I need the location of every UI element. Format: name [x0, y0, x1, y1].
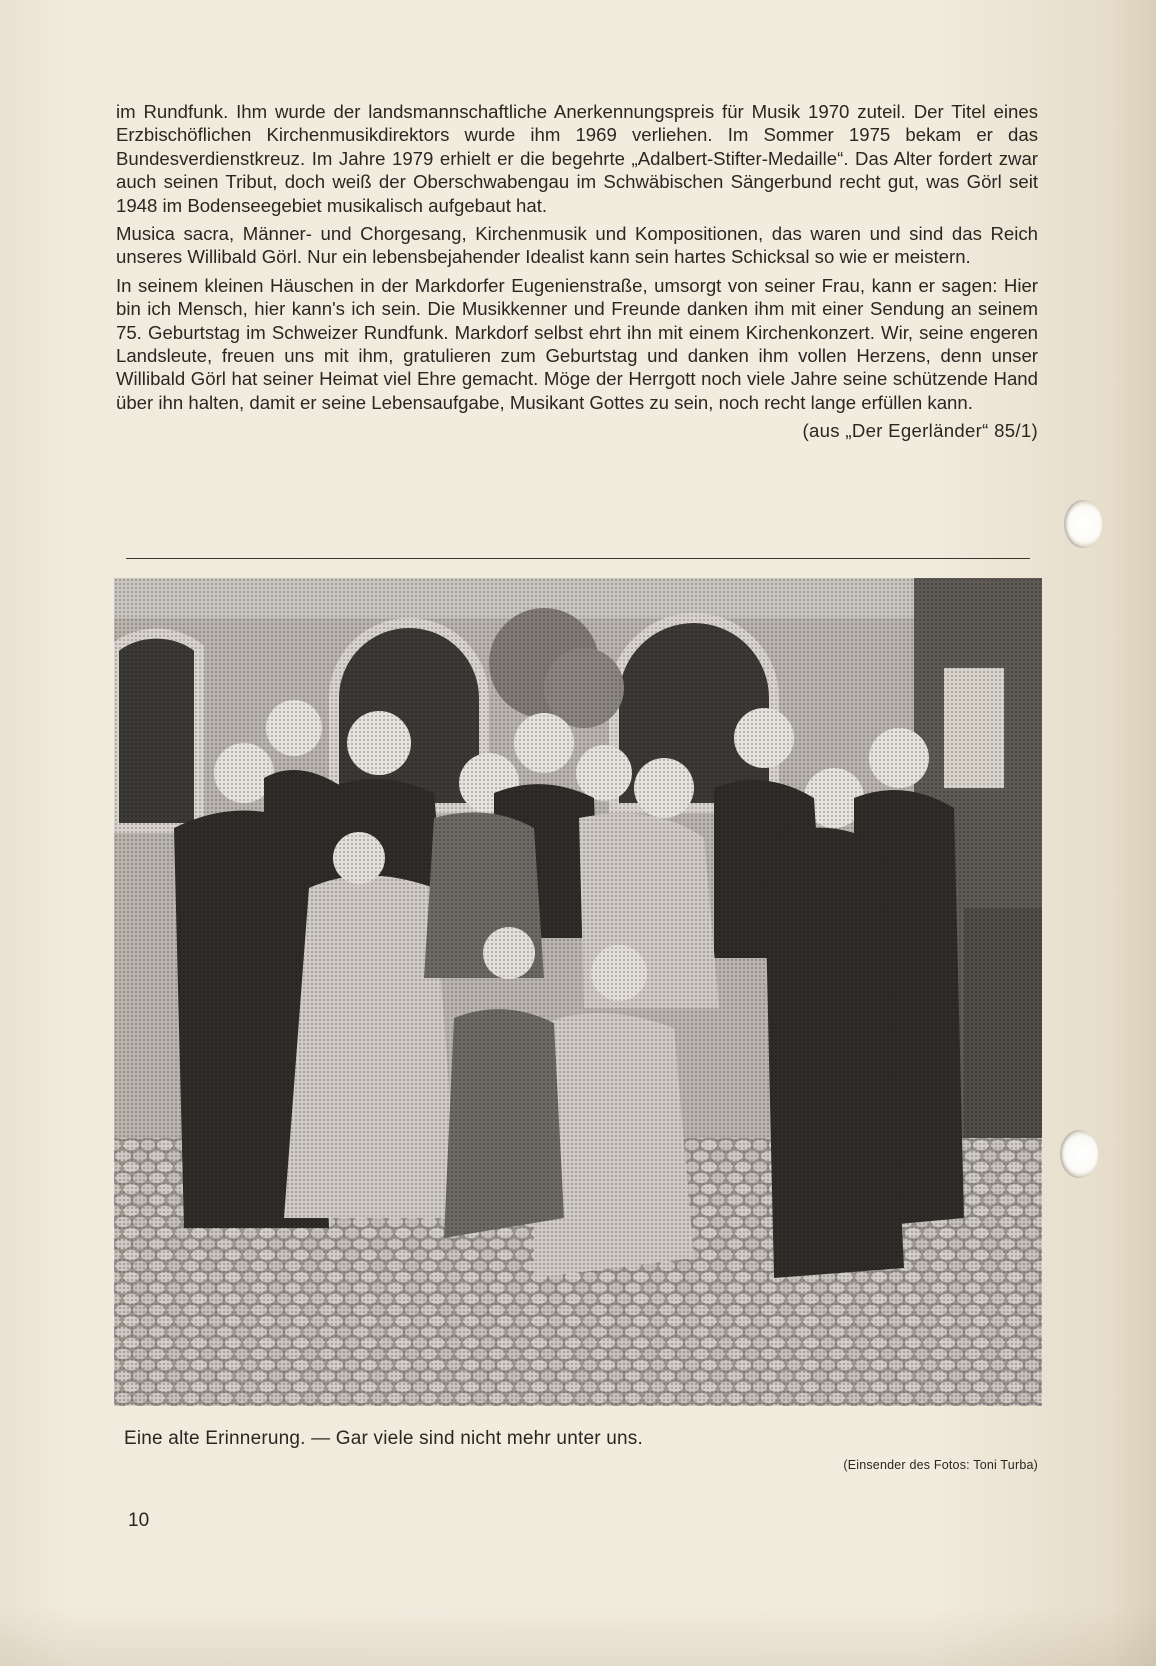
article-text [116, 100, 1038, 448]
section-divider [126, 558, 1030, 559]
page-number: 10 [128, 1510, 150, 1531]
binder-hole [1060, 1130, 1098, 1178]
paragraph-2: Musica sacra, Männer- und Chorgesang, Kirchenmusik und Kompositionen, das waren und sind das Reich unseres Willibald Görl. Nur ein lebensbejahender Idealist kann sein hartes Schicksal so wie er meistern. [116, 223, 1038, 268]
paragraph-1: im Rundfunk. Ihm wurde der landsmannschaftliche Anerkennungspreis für Musik 1970 zuteil. Der Titel eines Erzbischöflichen Kirchenmusikdirektors wurde ihm 1969 verliehen. Im Sommer 1975 bekam er das Bundesverdienstkreuz. Im Jahre 1979 erhielt er die begehrte „Adalbert-Stifter-Medaille“. Das Alter fordert zwar auch seinen Tribut, doch weiß der Oberschwabengau im Schwäbischen Sängerbund recht gut, was Görl seit 1948 im Bodenseegebiet musikalisch aufgebaut hat. [116, 101, 1038, 216]
binder-hole [1064, 500, 1102, 548]
article-source: (aus „Der Egerländer“ 85/1) [802, 420, 1038, 442]
paragraph-3: In seinem kleinen Häuschen in der Markdorfer Eugenienstraße, umsorgt von seiner Frau, kann er sagen: Hier bin ich Mensch, hier kann's ich sein. Die Musikkenner und Freunde danken ihm mit einer Sendung an seinem 75. Geburtstag im Schweizer Rundfunk. Markdorf selbst ehrt ihn mit einem Kirchenkonzert. Wir, seine engeren Landsleute, freuen uns mit ihm, gratulieren zum Geburtstag und danken ihm vollen Herzens, denn unser Willibald Görl hat seiner Heimat viel Ehre gemacht. Möge der Herrgott noch viele Jahre seine schützende Hand über ihn halten, damit er seine Lebensaufgabe, Musikant Gottes zu sein, noch recht lange erfüllen kann. [116, 274, 1038, 413]
photo-credit: (Einsender des Fotos: Toni Turba) [843, 1458, 1038, 1472]
group-photo [114, 578, 1042, 1406]
photo-caption: Eine alte Erinnerung. — Gar viele sind nicht mehr unter uns. [124, 1428, 643, 1449]
